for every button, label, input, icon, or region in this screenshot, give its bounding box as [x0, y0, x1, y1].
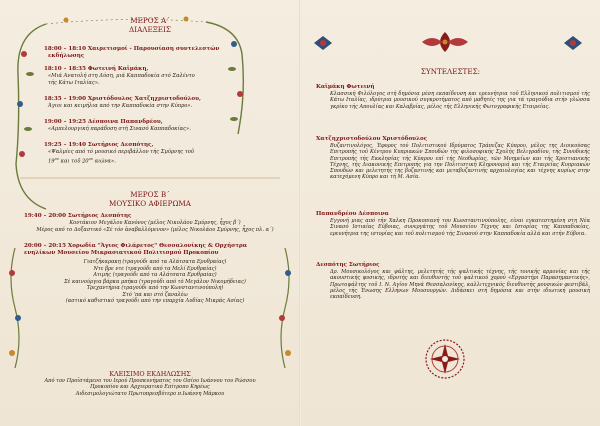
- closing-line: Αιδεσιμολογιώτατο Πρωτοπρεσβύτερο π.Ιωάννη Μάρκου: [75, 390, 225, 397]
- contributor-bio: Βυζαντινολόγος, Έφορος τού Πολιτιστικού Ιδρύματος Τράπεζας Κύπρου, μέλος της Διοικούσας Επιτροπής τοῦ Κέντρου Κυπριακών Σπουδών τής φιλοσοφικής Σχολής Βελιγραδίου, τής Συνοδικής Επιτροπής τής Εκκλησίας τής Κύπρου επί τής Νεοθωρίας, τῶν Μνημείων και τής Χριστιανικής Τέχνης, τής Διακονικής Επιτροπής για την Πολιτιστική Κληρονομιά και τής Εταιρείας Κυπριακών Σπουδών και μελετητής της βυζαντινής και μεταβυζαντινής αρχαιολογίας και τέχνης κυρίως στην κατεχόμενη Κύπρο και τή Μ. Ασία.: [330, 143, 590, 181]
- contributor-name: Παπανδρέου Δέσποινα: [316, 211, 389, 217]
- music-time: 20:00 – 20:15 Χορωδία "Άγιος Φιλάρετος" Θεσσαλονίκης & Ορχήστρα: [24, 243, 248, 249]
- contributor-entry: [316, 84, 590, 110]
- entry-time: 19:00 – 19:25 Δέσποινα Παπανδρέου,: [44, 119, 163, 125]
- contributor-entry: [316, 136, 590, 181]
- music-line: Γιατζήκαρακη (τραγούδι από τα Αλάτσατα Ερυθραίας): [83, 259, 227, 265]
- music-part-label: ΜΕΡΟΣ Β΄: [130, 190, 170, 199]
- schedule-entry: [44, 66, 244, 86]
- entry-time: 19:25 – 19:40 Σωτήριος Δεσπότης,: [44, 142, 154, 148]
- schedule-entry: [44, 119, 244, 133]
- entry-description: Άγιοι και κειμήλια από την Καππαδοκία στην Κύπρο».: [48, 103, 193, 109]
- lectures-part-label: ΜΕΡΟΣ Α΄: [130, 16, 170, 25]
- schedule-entry: [44, 142, 244, 165]
- contributor-bio: Δρ. Μουσικολόγος και ψάλτης, μελετητής τής ψαλτικής τέχνης, τής τονικής αρμονίας και τής ακουστικής φυσικής, ιδρυτής και διευθυντής τοῦ ψαλτικού χορού «Εργαστήρι Παρασημαντικής», Πρωτοψάλτης τοῦ Ι. Ν. Αγίου Μηνά Θεσσαλονίκης, καλλιτεχνικός διευθυντής μουσικών φεστιβάλ, μέλος τής Ένωσης Ελλήνων Μουσουργών. Διδάσκει στή δημόσια και στήν ιδιωτική μουσική εκπαίδευση.: [330, 269, 590, 301]
- music-line: Ντε βρε ντε (τραγούδι από τα Μελί Ερυθραίας): [93, 265, 217, 272]
- contributor-bio: Κλασσική Φιλόλογος στή δημόσια μέση εκπαίδευση και ερευνήτρια τοῦ Ελληνικού πολιτισμού τής Κάτω Ιταλίας, ιδρύτρια μουσικού συγκροτήματος από μαθητές της για τά τραγούδια στήν γλώσσα γκρίκο τής Απουλίας και Καλαβρίας, μέλος τής Ελληνικής Φωτογραφικής Εταιρείας.: [330, 91, 590, 110]
- contributor-name: Χατζηχριστοδούλου Χριστόδουλος: [316, 136, 428, 142]
- floral-vine-icon: [274, 248, 296, 368]
- entry-description-cont: τής Κάτω Ιταλίας».: [48, 79, 100, 86]
- contributor-name: Καϊμάκη Φωτεινή: [316, 84, 375, 90]
- lectures-title: [0, 17, 300, 34]
- entry-time: 18:00 – 18:10 Χαιρετισμοί - Παρουσίαση συντελεστών: [44, 46, 220, 52]
- music-line: Μέρος από το Δοξαστικό «Σέ τόν ἀναβαλλόμενον» (μέλος Νικολάου Σμύρνης, ἦχος πλ. α΄): [36, 226, 274, 233]
- entry-description: «Ψαλμίες από τό μουσικό περιβάλλον τής Σμύρνης τοῦ: [48, 149, 194, 155]
- music-line: Τρεχαντήρια (τραγούδι από την Κωνσταντινούπολη): [86, 285, 224, 291]
- schedule-entry: [44, 46, 244, 60]
- music-time-cont: ενηλίκων Μουσείου Μικρασιατικού Πολιτισμού Προκοπίου: [24, 250, 219, 256]
- entry-time: 18:35 – 19:00 Χριστόδουλος Χατζηχριστοδούλου,: [44, 96, 201, 102]
- music-line: Κοντάκιον Μεγάλου Κανόνος (μέλος Νικολάου Σμύρνης, ἦχος β΄): [69, 220, 241, 226]
- music-line: Στό ʼπα και στό ζαναλέω: [122, 291, 188, 298]
- ornamental-divider-icon: [20, 172, 280, 184]
- floral-frame-icon: [6, 14, 251, 214]
- music-block-1: [24, 213, 286, 233]
- closing-block: [20, 370, 280, 397]
- contributor-bio: Εγγονή μιας από τήν Χαλκη Προκοπιανή του Κωνσταντινούπολης, είναι εγκατεστημένη στη Νέα Σινασό Ιστιαίας Εύβοιας, συνεργάτης τοῦ Μουσείου Τέχνης και Ιστορίας της Καππαδοκίας, ερευνήτρια της ιστορίας και τοῦ πολιτισμού τής Σινασού στην Καππαδοκία αλλά και στήν Εύβοια.: [330, 218, 590, 237]
- music-line: Ατιμής (τραγούδι από τα Αλάτσατα Ερυθραίας): [93, 272, 217, 278]
- byzantine-ornament-center-icon: [420, 30, 470, 54]
- rosette-ornament-icon: [424, 338, 466, 380]
- contributors-title: ΣΥΝΤΕΛΕΣΤΕΣ:: [420, 67, 481, 76]
- floral-vine-icon: [4, 248, 26, 368]
- closing-line: Από τον Προϊστάμενο του Ιερού Προσκυνήματος του Οσίου Ιωάννου του Ρώσσου: [44, 378, 256, 384]
- music-title: [0, 191, 300, 208]
- byzantine-ornament-left-icon: [310, 34, 336, 52]
- entry-description: «Αμπελουργική παράδοση στή Σινασό Καππαδοκίας».: [48, 126, 191, 132]
- schedule-entry: [44, 96, 244, 110]
- closing-title: ΚΛΕΙΣΙΜΟ ΕΚΔΗΛΩΣΗΣ: [109, 370, 191, 378]
- music-heading: ΜΟΥΣΙΚΟ ΑΦΙΕΡΩΜΑ: [109, 198, 191, 208]
- entry-time-cont: εκδήλωσης: [48, 53, 85, 59]
- entry-time: 18:10 – 18:35 Φωτεινή Καϊμάκη,: [44, 66, 149, 72]
- byzantine-ornament-right-icon: [560, 34, 586, 52]
- contributor-entry: [316, 211, 590, 237]
- music-line: Σέ καινούργια βάρκα μπήκα (τραγούδι από τό Μεγάλον Νικομήδειας): [64, 278, 246, 285]
- entry-description: «Μιά Ανατολή στη Δύση, μιά Καππαδοκία στό Σαλέντο: [48, 73, 195, 79]
- lectures-heading: ΔΙΑΛΕΞΕΙΣ: [129, 24, 171, 34]
- contributor-entry: [316, 262, 590, 300]
- music-block-2: [24, 243, 286, 305]
- closing-line: Προκοπίου και Αρχιερατικό Επίτροπο Κηρέως: [90, 384, 210, 391]
- music-time: 19:40 – 20:00 Σωτήριος Δεσπότης: [24, 213, 132, 219]
- entry-description-cont: $19^{o\upsilon}$ και τοῦ $20^{o\upsilon}$ αιώνα».: [48, 156, 116, 165]
- music-line: (αστικό καθιστικό τραγούδι από την επαρχία Λυδίας Μικράς Ασίας): [65, 298, 245, 304]
- contributor-name: Δεσπότης Σωτήριος: [316, 262, 380, 268]
